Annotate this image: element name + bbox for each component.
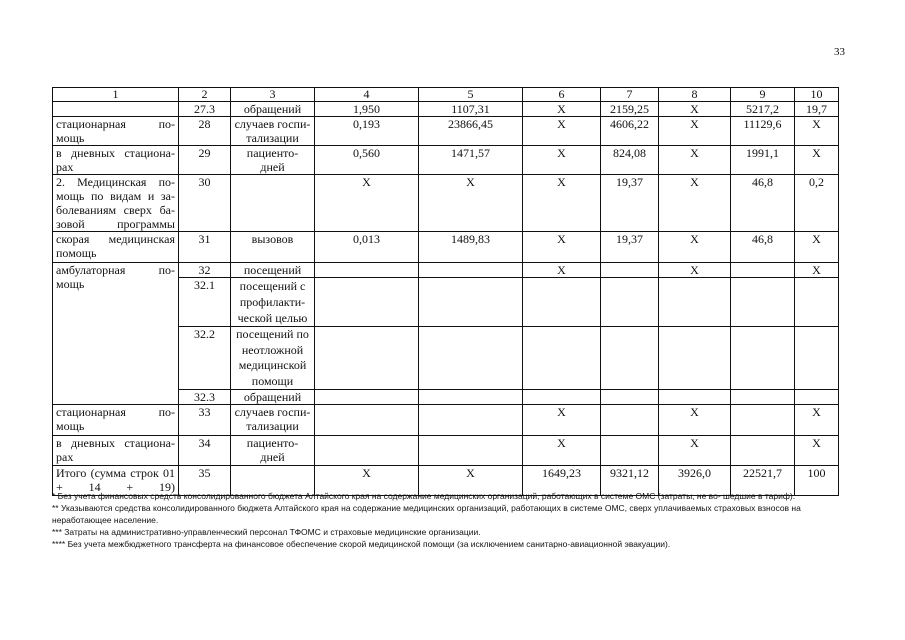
table-cell: 1,950	[315, 102, 419, 117]
column-header: 6	[523, 88, 601, 102]
table-cell: Х	[659, 102, 731, 117]
table-cell: 1489,83	[419, 232, 523, 263]
row-unit: посещений по неотложной медицинской помощи	[231, 327, 315, 390]
table-cell	[523, 327, 601, 390]
table-cell: Х	[523, 405, 601, 436]
table-cell	[419, 263, 523, 278]
column-header: 8	[659, 88, 731, 102]
table-row	[53, 117, 839, 146]
table-cell: 0,2	[795, 175, 839, 232]
table-cell: 0,193	[315, 117, 419, 146]
table-cell	[315, 405, 419, 436]
column-header: 1	[53, 88, 179, 102]
table-cell: Х	[315, 175, 419, 232]
table-cell: 22521,7	[731, 466, 795, 496]
row-code: 32.2	[179, 327, 231, 390]
table-header-row	[53, 88, 839, 102]
row-code: 31	[179, 232, 231, 263]
table-cell: Х	[795, 117, 839, 146]
row-name: амбулаторная по- мощь	[53, 263, 179, 405]
footnote: **** Без учета межбюджетного трансферта на финансовое обеспечение скорой медицинской помощи (за исключением санитарно-авиационной эвакуации).	[52, 539, 671, 549]
table-cell	[419, 390, 523, 405]
column-header: 7	[601, 88, 659, 102]
row-unit: случаев госпи- тализации	[231, 405, 315, 436]
table-cell: 1649,23	[523, 466, 601, 496]
table-row	[53, 146, 839, 175]
table-cell	[659, 278, 731, 327]
table-cell: 4606,22	[601, 117, 659, 146]
footnotes	[52, 490, 840, 550]
table-cell	[731, 405, 795, 436]
table-cell: 3926,0	[659, 466, 731, 496]
table-cell: Х	[523, 263, 601, 278]
row-unit: посещений с профилакти- ческой целью	[231, 278, 315, 327]
table-cell: 1471,57	[419, 146, 523, 175]
row-name: стационарная по- мощь	[53, 405, 179, 436]
table-cell: Х	[659, 175, 731, 232]
row-code: 34	[179, 436, 231, 466]
row-code: 28	[179, 117, 231, 146]
table-row	[53, 232, 839, 263]
table-cell	[523, 278, 601, 327]
table-cell: Х	[795, 405, 839, 436]
table-cell: Х	[523, 232, 601, 263]
table-cell: 1991,1	[731, 146, 795, 175]
table-row	[53, 436, 839, 466]
table-cell	[659, 390, 731, 405]
row-name: стационарная по- мощь	[53, 117, 179, 146]
table-cell	[419, 327, 523, 390]
row-code: 30	[179, 175, 231, 232]
table-cell	[731, 436, 795, 466]
row-code: 27.3	[179, 102, 231, 117]
table-row	[53, 102, 839, 117]
footnote: * Без учета финансовых средств консолидированного бюджета Алтайского края на содержание медицинских организаций, работающих в системе ОМС (затраты, не во- шедшие в тариф).	[52, 491, 796, 501]
row-unit: посещений	[231, 263, 315, 278]
table-cell: 2159,25	[601, 102, 659, 117]
row-name: в дневных стациона- рах	[53, 146, 179, 175]
table-cell: 100	[795, 466, 839, 496]
table-cell: 1107,31	[419, 102, 523, 117]
table-cell: 23866,45	[419, 117, 523, 146]
table-cell: 11129,6	[731, 117, 795, 146]
table-cell	[315, 390, 419, 405]
footnote: *** Затраты на административно-управленческий персонал ТФОМС и страховые медицинские организации.	[52, 527, 481, 537]
table-row	[53, 405, 839, 436]
page-number: 33	[834, 46, 845, 58]
table-cell: Х	[795, 436, 839, 466]
row-name	[53, 102, 179, 117]
table-cell: Х	[659, 263, 731, 278]
table-cell	[731, 263, 795, 278]
table-cell	[601, 327, 659, 390]
table-cell: Х	[523, 117, 601, 146]
row-unit: вызовов	[231, 232, 315, 263]
table-cell	[731, 278, 795, 327]
table-cell: 0,560	[315, 146, 419, 175]
row-unit: обращений	[231, 102, 315, 117]
table-cell	[601, 278, 659, 327]
table-cell: Х	[523, 175, 601, 232]
row-code: 35	[179, 466, 231, 496]
table-cell: 0,013	[315, 232, 419, 263]
table-cell: Х	[795, 232, 839, 263]
table-row	[53, 263, 839, 278]
table-cell	[601, 405, 659, 436]
row-unit	[231, 175, 315, 232]
footnote: ** Указываются средства консолидированного бюджета Алтайского края на содержание медицинских организаций, работающих в системе ОМС, сверх уплачиваемых страховых взносов на неработающее население.	[52, 503, 801, 525]
row-code: 33	[179, 405, 231, 436]
column-header: 2	[179, 88, 231, 102]
column-header: 4	[315, 88, 419, 102]
table-cell	[419, 405, 523, 436]
table-cell: 46,8	[731, 232, 795, 263]
table-cell: 824,08	[601, 146, 659, 175]
table-cell	[419, 436, 523, 466]
row-name: в дневных стациона- рах	[53, 436, 179, 466]
table-cell: Х	[795, 263, 839, 278]
table-cell: Х	[315, 466, 419, 496]
row-code: 29	[179, 146, 231, 175]
table-cell	[795, 278, 839, 327]
table-cell: Х	[523, 436, 601, 466]
table-cell: 19,37	[601, 232, 659, 263]
table-cell: Х	[419, 175, 523, 232]
table-cell: Х	[659, 146, 731, 175]
row-unit: пациенто- дней	[231, 436, 315, 466]
table-row	[53, 175, 839, 232]
table-cell	[659, 327, 731, 390]
table-cell: Х	[659, 232, 731, 263]
row-unit: случаев госпи- тализации	[231, 117, 315, 146]
table-cell: 9321,12	[601, 466, 659, 496]
column-header: 10	[795, 88, 839, 102]
row-unit: пациенто- дней	[231, 146, 315, 175]
table-cell	[601, 436, 659, 466]
table-cell	[731, 390, 795, 405]
table-cell	[795, 390, 839, 405]
table-cell: Х	[659, 117, 731, 146]
table-cell	[315, 436, 419, 466]
table-cell	[315, 327, 419, 390]
column-header: 9	[731, 88, 795, 102]
table-cell	[419, 278, 523, 327]
row-name: Итого (сумма строк 01 + 14 + 19)	[53, 466, 179, 496]
table-cell: Х	[795, 146, 839, 175]
table-cell: 19,37	[601, 175, 659, 232]
column-header: 3	[231, 88, 315, 102]
table-cell	[795, 327, 839, 390]
row-code: 32.1	[179, 278, 231, 327]
table-cell: Х	[523, 102, 601, 117]
table-cell: 19,7	[795, 102, 839, 117]
table-cell	[523, 390, 601, 405]
row-code: 32	[179, 263, 231, 278]
table-cell	[601, 263, 659, 278]
table-cell: Х	[523, 146, 601, 175]
table-cell	[315, 263, 419, 278]
table-cell: 5217,2	[731, 102, 795, 117]
column-header: 5	[419, 88, 523, 102]
table-cell: Х	[659, 405, 731, 436]
row-name: 2. Медицинская по- мощь по видам и за- болеваниям сверх ба- зовой программы	[53, 175, 179, 232]
financing-table	[52, 87, 839, 496]
table-cell: 46,8	[731, 175, 795, 232]
row-name: скорая медицинская помощь	[53, 232, 179, 263]
table-cell	[315, 278, 419, 327]
table-cell: Х	[419, 466, 523, 496]
row-unit: обращений	[231, 390, 315, 405]
row-code: 32.3	[179, 390, 231, 405]
table-cell	[731, 327, 795, 390]
table-cell	[601, 390, 659, 405]
table-cell: Х	[659, 436, 731, 466]
